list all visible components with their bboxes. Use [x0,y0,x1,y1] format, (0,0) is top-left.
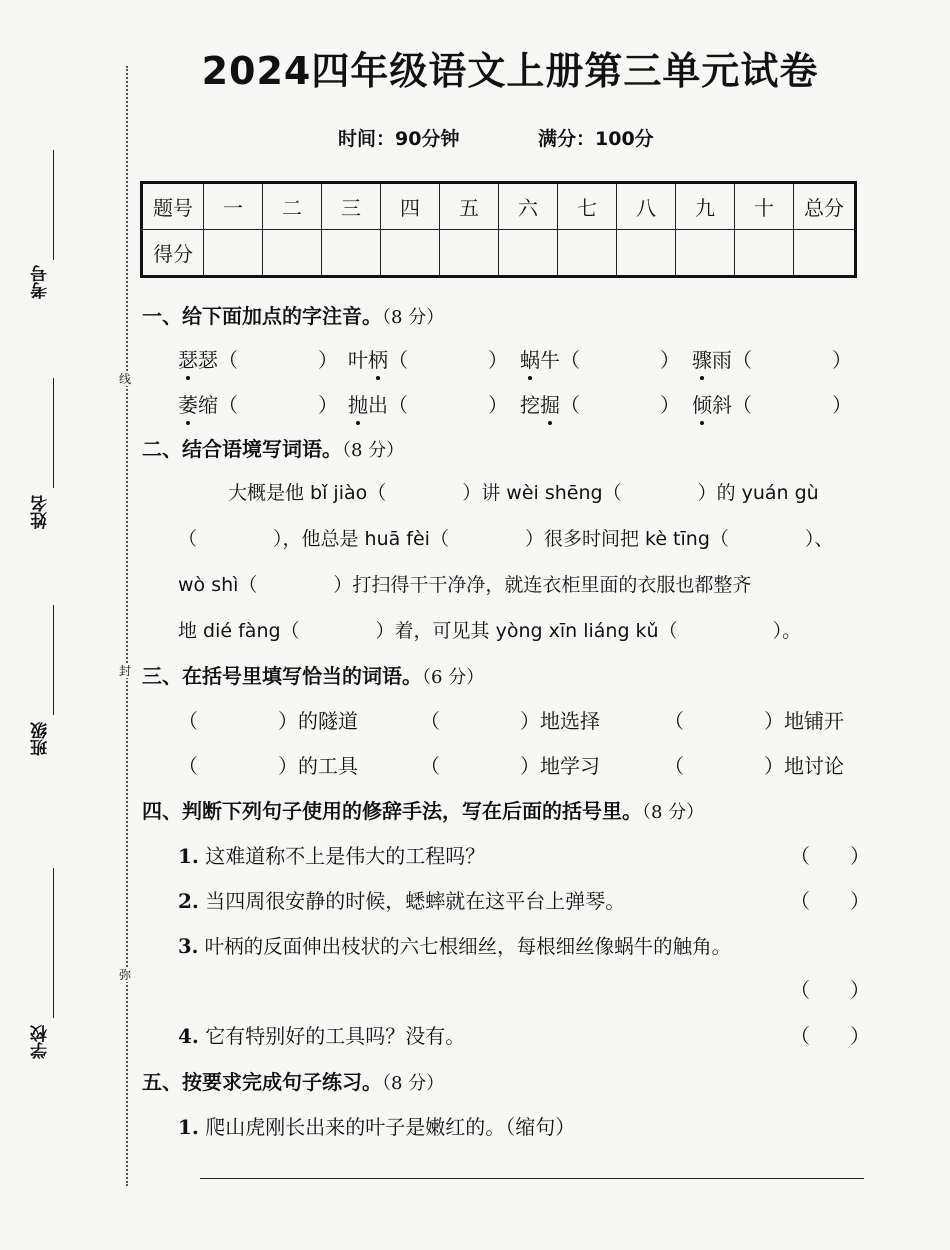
binding-word-xian: 线 [119,372,132,386]
header-cell: 五 [440,183,499,230]
dotted-char: 柄 [368,344,388,373]
section-4-points: （8 分） [642,802,705,823]
header-cell: 二 [263,183,322,230]
section-2-points: （8 分） [342,440,405,461]
exam-no-label: 考号 [31,265,51,299]
s1-item: 叶柄（ ） [348,344,508,373]
score-cell[interactable] [617,230,676,277]
score-cell[interactable] [676,230,735,277]
s1-item: 蜗牛（ ） [520,344,680,373]
s4-answer-paren[interactable]: （ ） [790,978,870,1002]
s2-line-3: wò shì（ ）打扫得干干净净，就连衣柜里面的衣服也都整齐 [178,574,752,596]
page-title: 2024四年级语文上册第三单元试卷 [201,49,819,93]
class-label: 班级 [31,722,51,756]
header-cell: 七 [558,183,617,230]
section-5-points: （8 分） [382,1073,445,1094]
s3-item: （ ）的隧道 [178,709,358,733]
name-label: 姓名 [31,495,51,529]
s4-answer-paren[interactable]: （ ） [790,844,870,868]
section-5-title: 五、按要求完成句子练习。 [142,1070,382,1094]
s3-item: （ ）地学习 [420,754,600,778]
class-line [53,605,54,715]
section-5-heading [142,1066,444,1095]
score-cell[interactable] [263,230,322,277]
header-cell: 总分 [794,183,856,230]
s4-question-3: 3. 叶柄的反面伸出枝状的六七根细丝，每根细丝像蜗牛的触角。 [178,935,732,958]
s4-answer-paren[interactable]: （ ） [790,1024,870,1048]
section-4-title: 四、判断下列句子使用的修辞手法，写在后面的括号里。 [142,799,642,823]
row-label-cell: 得分 [142,230,204,277]
school-label: 学校 [31,1025,51,1059]
section-2-heading [142,433,404,462]
header-cell: 八 [617,183,676,230]
section-4-heading [142,795,704,824]
score-table-score-row [142,230,856,277]
s4-answer-paren[interactable]: （ ） [790,889,870,913]
binding-dotted-line [126,66,128,1186]
s1-item: 抛出（ ） [348,389,508,418]
s3-item: （ ）地铺开 [664,709,844,733]
header-cell: 六 [499,183,558,230]
s1-item: 萎缩（ ） [178,389,338,418]
score-cell[interactable] [735,230,794,277]
dotted-char: 蜗 [520,344,540,373]
s1-item: 骤雨（ ） [692,344,852,373]
time-text: 时间：90分钟 [338,128,460,150]
score-table-header-row [142,183,856,230]
dotted-char: 瑟 [178,344,198,373]
binding-word-feng: 封 [119,664,132,678]
header-cell: 四 [381,183,440,230]
section-1-points: （8 分） [382,307,445,328]
binding-word-mi: 弥 [119,968,132,982]
header-cell: 十 [735,183,794,230]
score-table [140,181,857,278]
school-line [53,868,54,1018]
name-line [53,378,54,488]
answer-line[interactable] [200,1178,864,1179]
score-cell[interactable] [322,230,381,277]
section-2-title: 二、结合语境写词语。 [142,437,342,461]
s4-question-4: 4. 它有特别好的工具吗？没有。 [178,1024,466,1048]
section-1-title: 一、给下面加点的字注音。 [142,304,382,328]
section-3-points: （6 分） [422,667,485,688]
dotted-char: 掘 [540,389,560,418]
s1-item: 挖掘（ ） [520,389,680,418]
dotted-char: 抛 [348,389,368,418]
section-1-heading [142,300,444,329]
s4-question-2: 2. 当四周很安静的时候，蟋蟀就在这平台上弹琴。 [178,889,626,913]
header-cell: 三 [322,183,381,230]
s2-line-2: （ ），他总是 huā fèi（ ）很多时间把 kè tīng（ ）、 [178,528,834,550]
s4-question-1: 1. 这难道称不上是伟大的工程吗？ [178,844,486,868]
header-cell: 九 [676,183,735,230]
dotted-char: 萎 [178,389,198,418]
s5-question-1: 1. 爬山虎刚长出来的叶子是嫩红的。（缩句） [178,1115,576,1139]
full-marks-text: 满分：100分 [538,128,654,150]
s2-line-1: 大概是他 bǐ jiào（ ）讲 wèi shēng（ ）的 yuán gù [228,482,819,504]
score-cell[interactable] [499,230,558,277]
header-cell: 题号 [142,183,204,230]
s3-item: （ ）地选择 [420,709,600,733]
dotted-char: 倾 [692,389,712,418]
s3-item: （ ）的工具 [178,754,358,778]
s2-line-4: 地 dié fàng（ ）着，可见其 yòng xīn liáng kǔ（ ）。 [178,620,802,642]
score-cell[interactable] [204,230,263,277]
section-3-heading [142,660,484,689]
header-cell: 一 [204,183,263,230]
s1-item: 瑟瑟（ ） [178,344,338,373]
score-cell[interactable] [440,230,499,277]
score-cell[interactable] [558,230,617,277]
score-cell[interactable] [381,230,440,277]
s3-item: （ ）地讨论 [664,754,844,778]
section-3-title: 三、在括号里填写恰当的词语。 [142,664,422,688]
exam-no-line [53,150,54,260]
dotted-char: 骤 [692,344,712,373]
s1-item: 倾斜（ ） [692,389,852,418]
score-cell[interactable] [794,230,856,277]
